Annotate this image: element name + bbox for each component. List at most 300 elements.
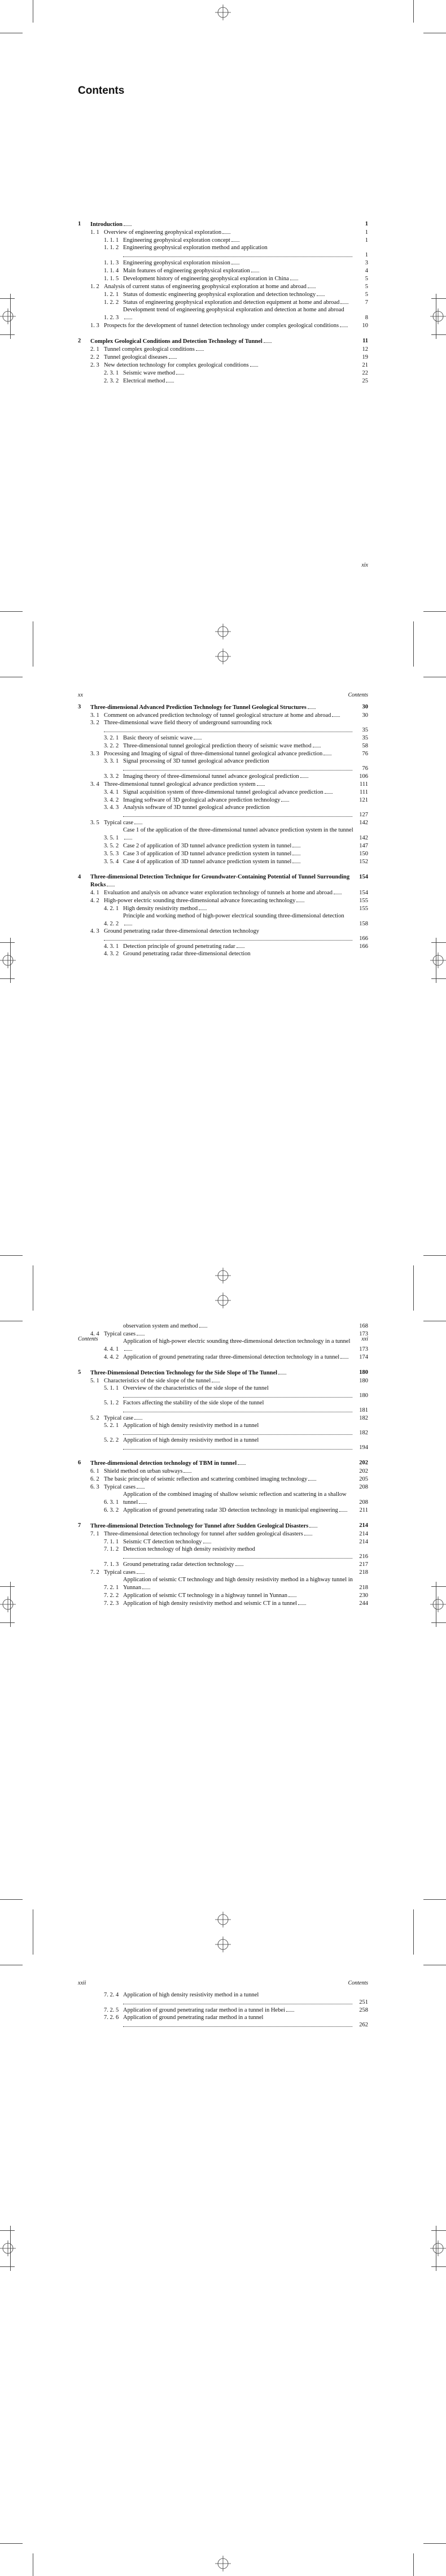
entry-title [123,1591,353,1599]
entry-title [123,298,353,306]
entry-number: 3. 2 [90,720,99,726]
toc-entry[interactable] [78,282,368,290]
chapter-number: 5 [78,1369,81,1376]
entry-text: Application of ground penetrating radar method in a tunnel in Hebei [123,2007,285,2013]
registration-mark [0,1596,16,1612]
entry-title [123,1506,353,1514]
entry-number: 3. 3. 2 [104,773,119,780]
toc-entry[interactable] [78,2006,368,2014]
toc-entry[interactable] [78,1385,368,1392]
toc-entry[interactable] [78,928,368,935]
leader-dots [123,1999,352,2004]
entry-title [123,942,353,950]
entry-title [123,2014,368,2021]
entry-page: 30 [362,712,368,719]
entry-number: 2. 3. 2 [104,378,119,384]
entry-title [123,267,353,275]
leader-dots [340,298,348,304]
toc-entry-continuation [78,935,368,942]
toc-entry-continuation [78,1392,368,1399]
entry-number: 7. 2. 6 [104,2014,119,2021]
entry-title [123,1546,368,1553]
entry-title [123,1422,368,1429]
toc-entry[interactable] [78,1414,368,1422]
entry-number: 5. 1 [90,1378,99,1384]
entry-page: 22 [362,370,368,376]
chapter-title-text: Three-dimensional Detection Technique for Groundwater-Containing Potential of Tunnel Surrounding Rocks [90,874,350,888]
chapter-page: 11 [362,338,368,344]
crop-mark [0,334,15,335]
table-of-contents [78,703,368,958]
entry-page: 194 [359,1444,368,1451]
toc-entry[interactable] [78,897,368,904]
entry-text: The basic principle of seismic reflection and scattering combined imaging technology [104,1476,308,1482]
entry-text: Development trend of engineering geophysical exploration and detection at home and abroad [123,307,344,313]
entry-title [123,290,353,298]
entry-text: Application of ground penetrating radar three-dimensional detection technology in a tunnel [123,1354,340,1360]
crop-mark [0,1899,23,1900]
entry-title [104,897,353,904]
toc-entry[interactable] [78,267,368,275]
registration-mark [215,649,231,664]
crop-mark [423,2543,446,2544]
toc-entry[interactable] [78,1422,368,1429]
entry-number: 3. 4. 2 [104,797,119,803]
entry-number: 1. 1. 5 [104,276,119,282]
page [0,644,446,1288]
toc-entry[interactable] [78,1353,368,1361]
entry-text: Status of engineering geophysical exploration and detection equipment at home and abroad [123,299,340,306]
entry-page: 214 [359,1539,368,1545]
toc-entry[interactable] [78,275,368,282]
entry-text: Status of domestic engineering geophysical exploration and detection technology [123,291,316,298]
entry-page: 173 [359,1346,368,1352]
entry-page: 35 [362,727,368,733]
toc-entry[interactable] [78,1506,368,1514]
entry-text: Factors affecting the stability of the side slope of the tunnel [123,1400,264,1406]
toc-entry[interactable] [78,1475,368,1483]
chapter-title-text: Introduction [90,221,123,228]
entry-page: 211 [359,1507,368,1513]
chapter-title [90,1369,353,1377]
toc-entry[interactable] [78,321,368,329]
entry-number: 1. 1. 2 [104,245,119,251]
entry-text: Evaluation and analysis on advance water exploration technology of tunnels at home and abroad [104,890,333,896]
entry-text: Signal processing of 3D tunnel geological advance prediction [123,758,269,764]
running-head-left: xx [78,692,83,698]
leader-dots [278,1369,286,1374]
leader-dots [169,353,177,359]
entry-title [123,1576,353,1591]
entry-text: Shield method on urban subways [104,1468,183,1474]
entry-page: 205 [359,1476,368,1482]
entry-title [123,1991,368,1999]
entry-number: 7. 2. 2 [104,1592,119,1599]
toc-entry[interactable] [78,711,368,719]
entry-text: Application of high-power electric sounding three-dimensional detection technology in a tunnel [123,1338,351,1344]
entry-page: 1 [365,229,368,236]
toc-entry[interactable] [78,1437,368,1444]
entry-text: Three-dimensional tunnel geological advance prediction system [104,781,256,787]
toc-entry[interactable] [78,1399,368,1407]
chapter-page: 202 [359,1460,368,1466]
entry-text: Main features of engineering geophysical exploration [123,268,250,274]
leader-dots [264,337,272,343]
running-head-right: Contents [348,692,368,698]
entry-page: 166 [359,943,368,950]
crop-mark [431,1622,446,1623]
entry-number: 6. 1 [90,1468,99,1474]
entry-number: 7. 1 [90,1531,99,1537]
entry-number: 4. 3. 1 [104,943,119,950]
leader-dots [292,842,300,847]
running-head-left: Contents [78,1336,98,1342]
toc-entry[interactable] [78,259,368,267]
leader-dots [194,734,202,739]
toc-entry[interactable] [78,306,368,321]
entry-text: Engineering geophysical exploration mission [123,260,230,266]
toc-entry-continuation [78,1444,368,1451]
entry-number: 3. 2. 2 [104,743,119,749]
chapter-page: 1 [365,221,368,227]
leader-dots [292,850,300,855]
entry-text: observation system and method [123,1323,198,1329]
chapter-page: 30 [362,704,368,710]
entry-page: 217 [359,1561,368,1568]
entry-number: 6. 3. 1 [104,1499,119,1505]
entry-text: Engineering geophysical exploration concept [123,237,230,243]
toc-entry-continuation [78,1553,368,1560]
chapter-title-text: Three-dimensional Advanced Prediction Technology for Tunnel Geological Structures [90,704,307,711]
entry-page: 76 [362,751,368,757]
entry-text: Signal acquisition system of three-dimensional tunnel geological advance prediction [123,789,323,795]
entry-title [104,353,353,361]
toc-entry[interactable] [78,819,368,826]
entry-number: 6. 2 [90,1476,99,1482]
chapter-number: 1 [78,221,81,227]
toc-entry[interactable] [78,1338,368,1353]
entry-page: 7 [365,299,368,306]
running-head-left: xxii [78,1980,86,1986]
entry-text: Typical cases [104,1484,136,1490]
crop-mark [413,2553,414,2576]
registration-mark [430,1596,446,1612]
registration-mark [215,1937,231,1952]
toc-entry[interactable] [78,1599,368,1607]
toc-entry[interactable] [78,1560,368,1568]
leader-dots [139,1498,147,1504]
leader-dots [308,1475,316,1481]
crop-mark [431,978,446,979]
toc-entry[interactable] [78,2014,368,2021]
leader-dots [137,1330,145,1335]
chapter-heading[interactable] [78,220,368,228]
entry-page: 5 [365,284,368,290]
leader-dots [298,1599,306,1605]
chapter-heading[interactable] [78,703,368,711]
entry-page: 218 [359,1585,368,1591]
leader-dots [222,228,230,234]
registration-mark [0,308,16,324]
chapter-heading[interactable] [78,1459,368,1467]
chapter-heading[interactable] [78,1369,368,1377]
entry-title [123,1538,353,1546]
toc-entry[interactable] [78,377,368,385]
leader-dots [123,251,352,257]
entry-title [104,1330,353,1338]
leader-dots [176,369,184,375]
entry-number: 4. 4. 1 [104,1346,119,1352]
entry-number: 7. 1. 3 [104,1561,119,1568]
crop-mark [413,0,414,23]
entry-title [123,1338,353,1353]
entry-text: Case 2 of application of 3D tunnel advance prediction system in tunnel [123,843,292,849]
entry-page: 258 [359,2007,368,2013]
entry-text: Application of high density resistivity method in a tunnel [123,1437,259,1443]
toc-entry[interactable] [78,298,368,306]
registration-mark [0,952,16,968]
entry-text: Prospects for the development of tunnel detection technology under complex geological conditions [104,323,339,329]
entry-text: Principle and working method of high-power electrical sounding three-dimensional detection [123,913,344,919]
leader-dots [281,796,289,802]
leader-dots [250,361,258,367]
crop-mark [423,1255,446,1256]
entry-text: Basic theory of seismic wave [123,735,193,741]
entry-title [104,780,353,788]
leader-dots [288,1591,296,1597]
entry-text: Tunnel complex geological conditions [104,346,195,353]
toc-entry[interactable] [78,228,368,236]
toc-entry[interactable] [78,850,368,858]
entry-text: High density resistivity method [123,906,198,912]
leader-dots [123,765,352,771]
toc-entry-continuation [78,1429,368,1437]
entry-page: 5 [365,276,368,282]
toc-entry[interactable] [78,796,368,804]
registration-mark [0,2240,16,2256]
toc-entry[interactable] [78,353,368,361]
toc-entry[interactable] [78,788,368,796]
entry-page: 106 [359,773,368,780]
leader-dots [123,1392,352,1398]
toc-entry[interactable] [78,1991,368,1999]
entry-text: Detection principle of ground penetrating radar [123,943,235,950]
toc-entry[interactable] [78,734,368,742]
toc-entry[interactable] [78,804,368,811]
entry-title [123,788,353,796]
entry-page: 216 [359,1554,368,1560]
toc-entry[interactable] [78,1576,368,1591]
crop-mark [413,1909,414,1932]
entry-number: 7. 2. 5 [104,2007,119,2013]
entry-number: 4. 3. 2 [104,951,119,957]
entry-number: 1. 2. 2 [104,299,119,306]
leader-dots [107,881,115,886]
toc-entry[interactable] [78,290,368,298]
entry-number: 3. 3. 1 [104,758,119,764]
entry-number: 5. 2. 2 [104,1437,119,1443]
entry-text: High-power electric sounding three-dimensional advance forecasting technology [104,898,296,904]
toc-entry[interactable] [78,345,368,353]
crop-mark [413,1932,414,1955]
toc-entry[interactable] [78,889,368,897]
crop-mark [413,1265,414,1288]
entry-title [123,1353,353,1361]
crop-mark [431,298,446,299]
entry-text: Analysis software of 3D tunnel geological advance prediction [123,804,270,811]
entry-number: 1. 1. 1 [104,237,119,243]
leader-dots [212,1377,220,1382]
entry-page: 142 [359,835,368,841]
entry-page: 21 [362,362,368,368]
entry-title [123,858,353,865]
registration-mark [215,624,231,639]
entry-title [123,1399,368,1407]
crop-mark [423,611,446,612]
toc-entry[interactable] [78,904,368,912]
toc-entry[interactable] [78,742,368,750]
leader-dots [183,1467,191,1473]
crop-mark [413,621,414,644]
entry-page: 111 [360,789,368,795]
entry-title [123,1599,353,1607]
leader-dots [340,321,348,327]
chapter-number: 3 [78,704,81,710]
entry-number: 3. 5. 3 [104,851,119,857]
registration-mark [215,5,231,20]
entry-page: 174 [359,1354,368,1360]
entry-title [123,772,353,780]
registration-mark [215,1268,231,1283]
entry-page: 182 [359,1415,368,1421]
leader-dots [123,2021,352,2027]
entry-title [104,1475,353,1483]
chapter-heading[interactable] [78,337,368,345]
entry-number: 3. 4. 3 [104,804,119,811]
toc-entry-continuation [78,2021,368,2029]
crop-mark [413,1288,414,1311]
entry-title [123,850,353,858]
entry-number: 1. 2. 1 [104,291,119,298]
entry-number: 3. 5. 4 [104,859,119,865]
chapter-title-text: Three-Dimensional Detection Technology for the Side Slope of The Tunnel [90,1370,278,1376]
entry-text: Analysis of current status of engineering geophysical exploration at home and abroad [104,284,307,290]
entry-text: Ground penetrating radar three-dimensional detection technology [104,928,259,934]
entry-text: Detection technology of high density resistivity method [123,1546,255,1552]
entry-text: Tunnel geological diseases [104,354,168,360]
chapter-page: 214 [359,1522,368,1529]
toc-entry[interactable] [78,858,368,865]
leader-dots [235,1560,243,1566]
entry-title [123,1560,353,1568]
leader-dots [334,889,342,894]
crop-mark [0,1255,23,1256]
entry-text: Electrical method [123,378,165,384]
entry-title [123,275,353,282]
toc-entry[interactable] [78,1591,368,1599]
leader-dots [237,942,244,948]
entry-number: 1. 3 [90,323,99,329]
toc-entry[interactable] [78,236,368,244]
leader-dots [124,314,132,319]
crop-mark [0,611,23,612]
toc-entry[interactable] [78,1538,368,1546]
crop-mark [431,1586,446,1587]
entry-page: 166 [359,935,368,942]
entry-text: Application of high density resistivity method in a tunnel [123,1992,259,1998]
toc-entry[interactable] [78,369,368,377]
entry-number: 7. 1. 2 [104,1546,119,1552]
crop-mark [0,978,15,979]
entry-text: Three-dimensional detection technology for tunnel after sudden geological disasters [104,1531,303,1537]
toc-entry[interactable] [78,826,368,842]
entry-text: Case 3 of application of 3D tunnel advance prediction system in tunnel [123,851,292,857]
registration-mark [215,2556,231,2571]
leader-dots [325,788,333,794]
toc-entry[interactable] [78,780,368,788]
table-of-contents [78,220,368,385]
chapter-heading[interactable] [78,873,368,889]
entry-page: 1 [365,237,368,243]
toc-entry[interactable] [78,950,368,958]
toc-entry[interactable] [78,361,368,369]
entry-number: 7. 1. 1 [104,1539,119,1545]
entry-title [123,826,353,842]
entry-title [104,819,353,826]
entry-text: Application of ground penetrating radar 3D detection technology in municipal engineering [123,1507,338,1513]
leader-dots [257,780,265,786]
toc-entry[interactable] [78,1530,368,1538]
toc-entry[interactable] [78,758,368,765]
leader-dots [142,1583,150,1589]
entry-page: 155 [359,898,368,904]
entry-number: 2. 1 [90,346,99,353]
entry-number: 4. 2. 2 [104,921,119,927]
toc-entry[interactable] [78,1377,368,1385]
toc-entry[interactable] [78,842,368,850]
chapter-page: 154 [359,874,368,880]
entry-text: Typical case [104,1415,134,1421]
entry-title [104,928,368,935]
entry-text: Application of high density resistivity method in a tunnel [123,1422,259,1429]
toc-entry[interactable] [78,1546,368,1553]
chapter-title-text: Complex Geological Conditions and Detection Technology of Tunnel [90,338,263,345]
entry-number: 3. 4 [90,781,99,787]
entry-number: 4. 4 [90,1331,99,1337]
toc-entry[interactable] [78,1467,368,1475]
entry-page: 181 [359,1407,368,1413]
toc-entry[interactable] [78,719,368,726]
entry-number: 3. 4. 1 [104,789,119,795]
toc-entry[interactable] [78,942,368,950]
entry-page: 180 [359,1378,368,1384]
leader-dots [134,819,142,824]
entry-number: 1. 2 [90,284,99,290]
toc-entry[interactable] [78,772,368,780]
toc-entry[interactable] [78,1568,368,1576]
toc-entry[interactable] [78,1330,368,1338]
entry-title [123,259,353,267]
leader-dots [166,377,174,382]
toc-entry[interactable] [78,912,368,928]
toc-entry[interactable] [78,244,368,251]
toc-entry[interactable] [78,750,368,758]
chapter-title [90,1522,353,1530]
toc-entry[interactable] [78,1491,368,1506]
chapter-heading[interactable] [78,1522,368,1530]
toc-entry[interactable] [78,1483,368,1491]
registration-mark [430,308,446,324]
